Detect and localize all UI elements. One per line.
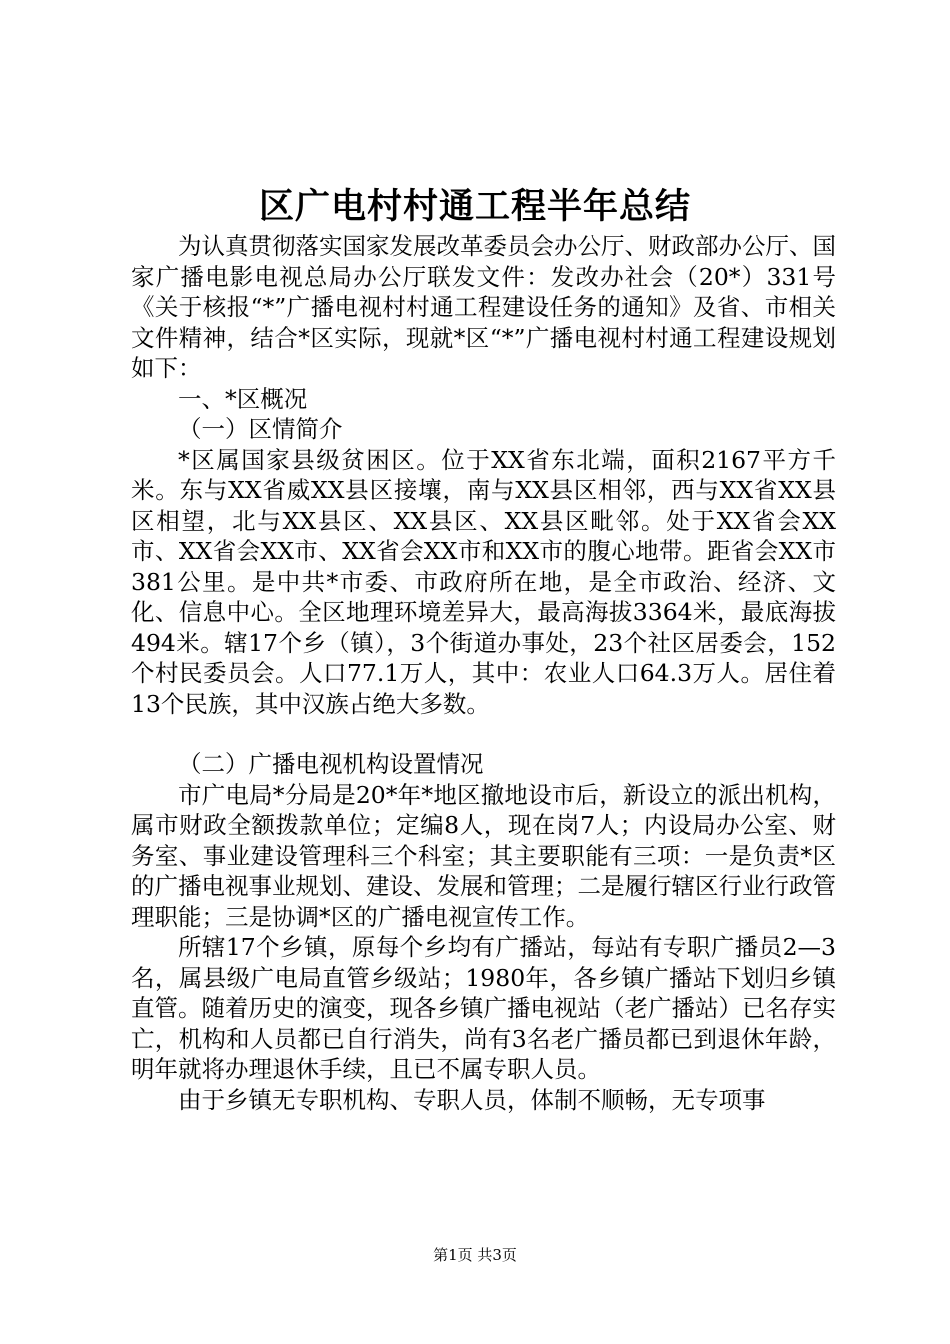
subsection-heading-1: （一）区情简介 (178, 415, 343, 443)
subsection-heading-2: （二）广播电视机构设置情况 (178, 750, 484, 778)
document-title: 区广电村村通工程半年总结 (258, 186, 691, 227)
intro-paragraph: 为认真贯彻落实国家发展改革委员会办公厅、财政部办公厅、国家广播电影电视总局办公厅联发文件：发改办社会（20*）331号《关于核报“*”广播电视村村通工程建设任务的通知》及省、市相关文件精神，结合*区实际，现就*区“*”广播电视村村通工程建设规划如下： (131, 232, 836, 382)
agency-paragraph: 市广电局*分局是20*年*地区撤地设市后，新设立的派出机构，属市财政全额拨款单位；定编8人，现在岗7人；内设局办公室、财务室、事业建设管理科三个科室；其主要职能有三项：一是负责*区的广播电视事业规划、建设、发展和管理；二是履行辖区行业行政管理职能；三是协调*区的广播电视宣传工作。 (131, 780, 836, 931)
township-paragraph: 所辖17个乡镇，原每个乡均有广播站，每站有专职广播员2—3名，属县级广电局直管乡级站；1980年，各乡镇广播站下划归乡镇直管。随着历史的演变，现各乡镇广播电视站（老广播站）已名存实亡，机构和人员都已自行消失，尚有3名老广播员都已到退休年龄，明年就将办理退休手续，且已不属专职人员。 (131, 933, 836, 1083)
document-body (131, 231, 836, 1115)
page-footer: 第1页 共3页 (433, 1246, 517, 1264)
continued-paragraph: 由于乡镇无专职机构、专职人员，体制不顺畅，无专项事 (178, 1085, 766, 1114)
overview-paragraph: *区属国家县级贫困区。位于XX省东北端，面积2167平方千米。东与XX省威XX县区接壤，南与XX县区相邻，西与XX省XX县区相望，北与XX县区、XX县区、XX县区毗邻。处于XX省会XX市、XX省会XX市、XX省会XX市和XX市的腹心地带。距省会XX市381公里。是中共*市委、市政府所在地，是全市政治、经济、文化、信息中心。全区地理环境差异大，最高海拔3364米，最底海拔494米。辖17个乡（镇），3个街道办事处，23个社区居委会，152个村民委员会。人口77.1万人，其中：农业人口64.3万人。居住着13个民族，其中汉族占绝大多数。 (131, 445, 836, 718)
section-heading-1: 一、*区概况 (178, 384, 308, 413)
